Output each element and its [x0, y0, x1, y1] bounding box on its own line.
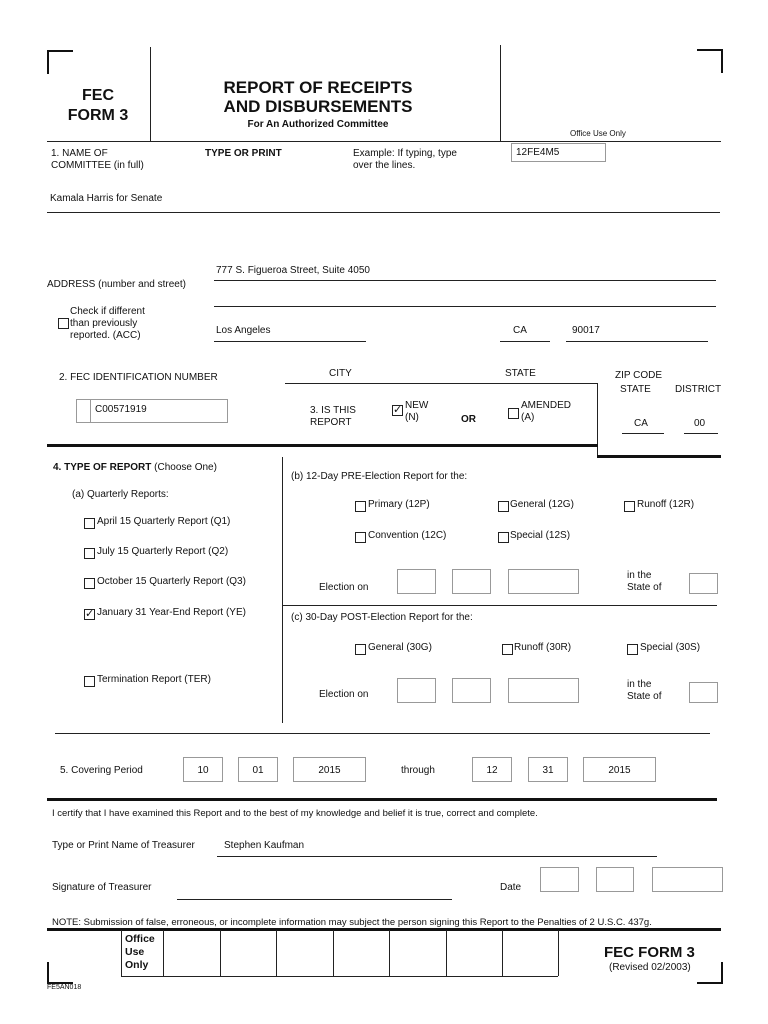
street-line: [214, 280, 716, 281]
q3-checkbox[interactable]: [84, 578, 95, 589]
check-different-line1: Check if different: [70, 306, 145, 317]
special-30s-label: Special (30S): [640, 642, 701, 653]
pre-election-month-box[interactable]: [397, 569, 436, 594]
q2-label: July 15 Quarterly Report (Q2): [97, 546, 229, 557]
district-state-label: STATE: [620, 384, 651, 395]
type-or-print: TYPE OR PRINT: [205, 148, 282, 159]
address-changed-checkbox[interactable]: [58, 318, 69, 329]
district-value-line: [684, 433, 718, 434]
committee-name-line: [47, 212, 720, 213]
amended-line1: AMENDED: [521, 400, 572, 411]
city-value[interactable]: Los Angeles: [216, 325, 271, 336]
header-bottom-rule: [47, 141, 721, 142]
zip-line: [566, 341, 708, 342]
address-label: ADDRESS (number and street): [47, 279, 186, 290]
or-text: OR: [461, 414, 476, 425]
corner-mark-top-left: [47, 50, 73, 74]
state-line: [500, 341, 550, 342]
district-value[interactable]: 00: [694, 418, 706, 429]
to-day-value: 31: [542, 765, 554, 776]
new-report-checkbox[interactable]: ✓: [393, 404, 403, 416]
footer-office-line1: Office: [125, 933, 155, 945]
committee-name-label-line2: COMMITTEE (in full): [51, 160, 144, 171]
district-bottom-rule: [597, 455, 721, 458]
runoff-30r-label: Runoff (30R): [514, 642, 572, 653]
general-30g-checkbox[interactable]: [355, 644, 366, 655]
office-grid-col-1: [163, 930, 164, 976]
amended-report-checkbox[interactable]: [508, 408, 519, 419]
runoff-12r-label: Runoff (12R): [637, 499, 695, 510]
signature-line: [177, 899, 452, 900]
street-line-2: [214, 306, 716, 307]
ter-checkbox[interactable]: [84, 676, 95, 687]
check-different-line2: than previously: [70, 318, 138, 329]
through-label: through: [401, 765, 435, 776]
example-line2: over the lines.: [353, 160, 416, 171]
example-line1: Example: If typing, type: [353, 148, 457, 159]
office-grid-right: [558, 930, 559, 976]
post-election-month-box[interactable]: [397, 678, 436, 703]
from-month-value: 10: [197, 765, 209, 776]
penalty-note: NOTE: Submission of false, erroneous, or incomplete information may subject the person signing this Report to the Penalties of 2 U.S.C. 437g.: [52, 917, 652, 927]
ter-label: Termination Report (TER): [97, 674, 211, 685]
district-state-value[interactable]: CA: [634, 418, 648, 429]
post-election-heading: (c) 30-Day POST-Election Report for the:: [291, 612, 473, 623]
office-grid-col-5: [389, 930, 390, 976]
office-grid-left: [121, 930, 122, 976]
report-type-heading: [53, 462, 217, 473]
general-12g-label: General (12G): [510, 499, 574, 510]
general-12g-checkbox[interactable]: [498, 501, 509, 512]
convention-label: Convention (12C): [368, 530, 447, 541]
post-election-on-label: Election on: [319, 689, 369, 700]
special-12s-checkbox[interactable]: [498, 532, 509, 543]
new-line2: (N): [405, 412, 419, 423]
ye-checkbox[interactable]: ✓: [85, 608, 95, 620]
treasurer-name-value[interactable]: Stephen Kaufman: [224, 840, 305, 851]
date-label: Date: [500, 882, 522, 893]
post-state-of-label: State of: [627, 691, 662, 702]
footer-office-line2: Use: [125, 946, 145, 958]
general-30g-label: General (30G): [368, 642, 432, 653]
ye-label: January 31 Year-End Report (YE): [97, 607, 246, 618]
is-this-line2: REPORT: [310, 417, 352, 428]
zip-label: ZIP CODE: [615, 370, 663, 381]
form-id-line1: FEC: [82, 87, 114, 104]
pre-election-on-label: Election on: [319, 582, 369, 593]
state-label: STATE: [505, 368, 536, 379]
primary-checkbox[interactable]: [355, 501, 366, 512]
footer-top-rule: [47, 928, 721, 931]
street-value[interactable]: 777 S. Figueroa Street, Suite 4050: [216, 265, 370, 276]
corner-mark-top-right: [697, 49, 723, 73]
header-divider-left: [150, 47, 151, 141]
check-different-line3: reported. (ACC): [70, 330, 141, 341]
fec-id-value[interactable]: C00571919: [95, 404, 147, 415]
state-value[interactable]: CA: [513, 325, 527, 336]
q2-checkbox[interactable]: [84, 548, 95, 559]
footer-form-name: FEC FORM 3: [604, 944, 695, 961]
zip-value[interactable]: 90017: [572, 325, 600, 336]
committee-name-value[interactable]: Kamala Harris for Senate: [50, 193, 163, 204]
form-id-line2: FORM 3: [67, 107, 129, 124]
runoff-12r-checkbox[interactable]: [624, 501, 635, 512]
section-4-bottom-rule: [55, 733, 710, 734]
office-grid-col-7: [502, 930, 503, 976]
corner-mark-bottom-left: [47, 962, 73, 984]
example-code: 12FE4M5: [516, 147, 560, 158]
runoff-30r-checkbox[interactable]: [502, 644, 513, 655]
signature-label: Signature of Treasurer: [52, 882, 152, 893]
title-line1: REPORT OF RECEIPTS: [223, 78, 413, 97]
quarterly-label: (a) Quarterly Reports:: [72, 489, 169, 500]
special-30s-checkbox[interactable]: [627, 644, 638, 655]
q1-label: April 15 Quarterly Report (Q1): [97, 516, 231, 527]
title-line2: AND DISBURSEMENTS: [223, 97, 413, 116]
footer-office-line3: Only: [125, 959, 149, 971]
section-4-divider: [282, 457, 283, 723]
subtitle: For An Authorized Committee: [247, 119, 389, 130]
district-state-line: [622, 433, 664, 434]
section-5-bottom-rule: [47, 798, 717, 801]
pre-election-year-box[interactable]: [508, 569, 579, 594]
footer-revised: (Revised 02/2003): [609, 962, 691, 973]
footer-code: FE5AN018: [47, 984, 82, 991]
convention-checkbox[interactable]: [355, 532, 366, 543]
fec-id-box-tick: [90, 400, 91, 422]
fec-id-label: 2. FEC IDENTIFICATION NUMBER: [59, 372, 218, 383]
certify-statement: I certify that I have examined this Report and to the best of my knowledge and belief it is true, correct and complete.: [52, 808, 538, 819]
pre-state-of-label: State of: [627, 582, 662, 593]
treasurer-name-label: Type or Print Name of Treasurer: [52, 840, 195, 851]
from-day-value: 01: [252, 765, 264, 776]
amended-line2: (A): [521, 412, 535, 423]
covering-period-label: 5. Covering Period: [60, 765, 143, 776]
q1-checkbox[interactable]: [84, 518, 95, 529]
office-grid-col-6: [446, 930, 447, 976]
to-year-value: 2015: [608, 765, 631, 776]
labels-rule: [285, 383, 597, 384]
primary-label: Primary (12P): [368, 499, 430, 510]
post-state-box[interactable]: [689, 682, 718, 703]
is-this-line1: 3. IS THIS: [310, 405, 356, 416]
from-year-value: 2015: [318, 765, 341, 776]
committee-name-label-line1: 1. NAME OF: [51, 148, 108, 159]
office-grid-col-4: [333, 930, 334, 976]
header-divider-right: [500, 45, 501, 141]
office-grid-col-3: [276, 930, 277, 976]
to-month-value: 12: [486, 765, 498, 776]
city-label: CITY: [329, 368, 352, 379]
pre-election-day-box[interactable]: [452, 569, 491, 594]
office-use-only: Office Use Only: [570, 129, 626, 138]
district-label: DISTRICT: [675, 384, 722, 395]
report-type-choose: (Choose One): [154, 462, 217, 473]
pre-post-divider: [283, 605, 717, 606]
sign-date-day-box[interactable]: [596, 867, 634, 892]
section-2-bottom-rule: [47, 444, 598, 447]
post-in-the-label: in the: [627, 679, 652, 690]
corner-mark-bottom-right: [697, 962, 723, 984]
city-line: [214, 341, 366, 342]
office-grid-col-2: [220, 930, 221, 976]
pre-state-box[interactable]: [689, 573, 718, 594]
special-12s-label: Special (12S): [510, 530, 571, 541]
new-line1: NEW: [405, 400, 429, 411]
sign-date-month-box[interactable]: [540, 867, 579, 892]
pre-in-the-label: in the: [627, 570, 652, 581]
post-election-day-box[interactable]: [452, 678, 491, 703]
pre-election-heading: (b) 12-Day PRE-Election Report for the:: [291, 471, 468, 482]
report-type-heading-text: 4. TYPE OF REPORT: [53, 462, 152, 473]
post-election-year-box[interactable]: [508, 678, 579, 703]
q3-label: October 15 Quarterly Report (Q3): [97, 576, 246, 587]
sign-date-year-box[interactable]: [652, 867, 723, 892]
treasurer-name-line: [217, 856, 657, 857]
office-grid-bottom: [121, 976, 558, 977]
